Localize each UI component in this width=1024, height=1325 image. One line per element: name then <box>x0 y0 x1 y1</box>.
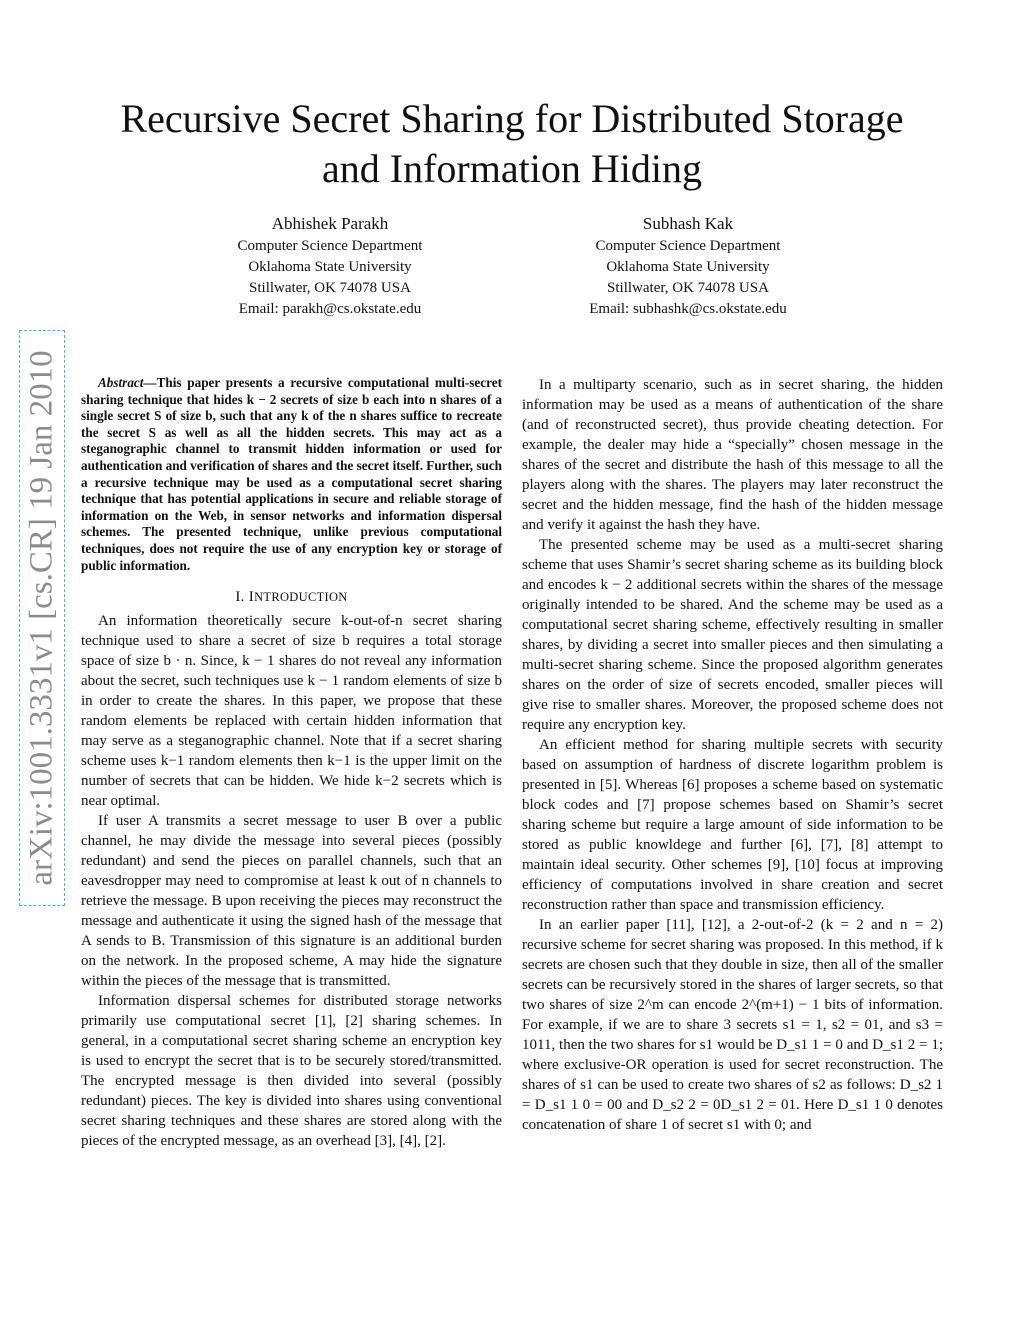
title-line-2: and Information Hiding <box>322 146 702 191</box>
paper-title <box>80 94 944 194</box>
section-heading-introduction: I. INTRODUCTION <box>235 589 348 606</box>
abstract <box>81 375 502 574</box>
paragraph: An efficient method for sharing multiple secrets with security based on assumption of hardness of discrete logarithm problem is presented in [5]. Whereas [6] proposes a scheme based on systematic block codes and [7] propose schemes based on Shamir’s secret sharing scheme but require a large amount of side information to be stored as public knowldege and further [6], [7], [8] attempt to maintain ideal security. Other schemes [9], [10] focus at improving efficiency of computations involved in share creation and secret reconstruction rather than space and transmission efficiency. <box>522 737 943 913</box>
author-block-2 <box>538 212 838 320</box>
abstract-text: This paper presents a recursive computational multi-secret sharing technique that hides k − 2 secrets of size b each into n shares of a single secret S of size b, such that any k of the n shares suffice to recreate the secret S as well as all the hidden secrets. This may act as a steganographic channel to transmit hidden information or used for authentication and verification of shares and the secret itself. Further, such a recursive technique may be used as a computational secret sharing technique that has potential applications in secure and reliable storage of information on the Web, in sensor networks and information dispersal schemes. The presented technique, unlike previous computational techniques, does not require the use of any encryption key or storage of public information. <box>81 375 503 573</box>
paragraph: Information dispersal schemes for distributed storage networks primarily use computational secret [1], [2] sharing schemes. In general, in a computational secret sharing scheme an encryption key is used to encrypt the secret that is to be securely stored/transmitted. The encrypted message is then divided into several (possibly redundant) pieces. The key is divided into shares using conventional secret sharing techniques and these shares are stored along with the pieces of the encrypted message, as an overhead [3], [4], [2]. <box>81 993 502 1150</box>
author-address: Stillwater, OK 74078 USA <box>607 280 769 296</box>
paragraph: In a multiparty scenario, such as in secret sharing, the hidden information may be used as a means of authentication of the share (and of reconstructed secret), thus provide cheating detection. For example, the dealer may hide a “specially” chosen message in the shares of the secret and distribute the hash of this message to all the players along with the shares. The players may later reconstruct the secret and the hidden message, find the hash of the hidden message and verify it against the hash they have. <box>522 377 943 533</box>
paragraph: In an earlier paper [11], [12], a 2-out-of-2 (k = 2 and n = 2) recursive scheme for secret sharing was proposed. In this method, if k secrets are chosen such that they double in size, then all of the smaller secrets can be recursively stored in the shares of larger secrets, so that two shares of size 2^m can encode 2^(m+1) − 1 bits of information. For example, if we are to share 3 secrets s1 = 1, s2 = 01, and s3 = 1011, then the two shares for s1 would be D_s1 1 = 0 and D_s1 2 = 1; where exclusive-OR operation is used for secret reconstruction. The shares of s1 can be used to create two shares of s2 as follows: D_s2 1 = D_s1 1 0 = 00 and D_s2 2 = 0D_s1 2 = 01. Here D_s1 1 0 denotes concatenation of share 1 of secret s1 with 0; and <box>522 917 943 1133</box>
author-university: Oklahoma State University <box>248 259 412 275</box>
author-name: Abhishek Parakh <box>271 214 389 233</box>
arxiv-stamp <box>19 330 65 906</box>
author-email: Email: parakh@cs.okstate.edu <box>238 301 422 317</box>
left-column <box>81 375 502 1151</box>
author-department: Computer Science Department <box>237 238 423 254</box>
author-name: Subhash Kak <box>642 214 734 233</box>
paragraph: If user A transmits a secret message to user B over a public channel, he may divide the message into several pieces (possibly redundant) and send the pieces on parallel channels, such that an eavesdropper may need to compromise at least k out of n channels to retrieve the message. B upon receiving the pieces may reconstruct the message and authenticate it using the signed hash of the message that A sends to B. Transmission of this signature is an additional burden on the network. In the proposed scheme, A may hide the signature within the pieces of the message that is transmitted. <box>81 813 502 990</box>
author-email: Email: subhashk@cs.okstate.edu <box>589 301 787 317</box>
abstract-label: Abstract— <box>98 375 157 390</box>
author-block-1 <box>180 212 480 320</box>
paragraph: The presented scheme may be used as a multi-secret sharing scheme that uses Shamir’s secret sharing scheme as its building block and encodes k − 2 additional secrets within the shares of the message originally intended to be shared. And the scheme may be used as a computational secret sharing scheme, effectively resulting in smaller shares, by dividing a secret into smaller pieces and then simulating a multi-secret sharing scheme. Since the proposed algorithm generates shares on the order of size of secrets encoded, smaller pieces will give rise to smaller shares. Moreover, the proposed scheme does not require any encryption key. <box>522 537 943 733</box>
author-address: Stillwater, OK 74078 USA <box>249 280 411 296</box>
paragraph: An information theoretically secure k-out-of-n secret sharing technique used to share a secret of size b requires a total storage space of size b · n. Since, k − 1 shares do not reveal any information about the secret, such techniques use k − 1 random elements of size b in order to create the shares. In this paper, we propose that these random elements be replaced with certain hidden information that may serve as a steganographic channel. Note that if a secret sharing scheme uses k−1 random elements then k−1 is the upper limit on the number of secrets that can be hidden. We hide k−2 secrets which is near optimal. <box>81 613 502 810</box>
title-line-1: Recursive Secret Sharing for Distributed Storage <box>120 96 904 141</box>
right-column <box>522 375 943 1135</box>
author-university: Oklahoma State University <box>606 259 770 275</box>
arxiv-identifier: arXiv:1001.3331v1 [cs.CR] 19 Jan 2010 <box>23 350 60 886</box>
author-department: Computer Science Department <box>595 238 781 254</box>
